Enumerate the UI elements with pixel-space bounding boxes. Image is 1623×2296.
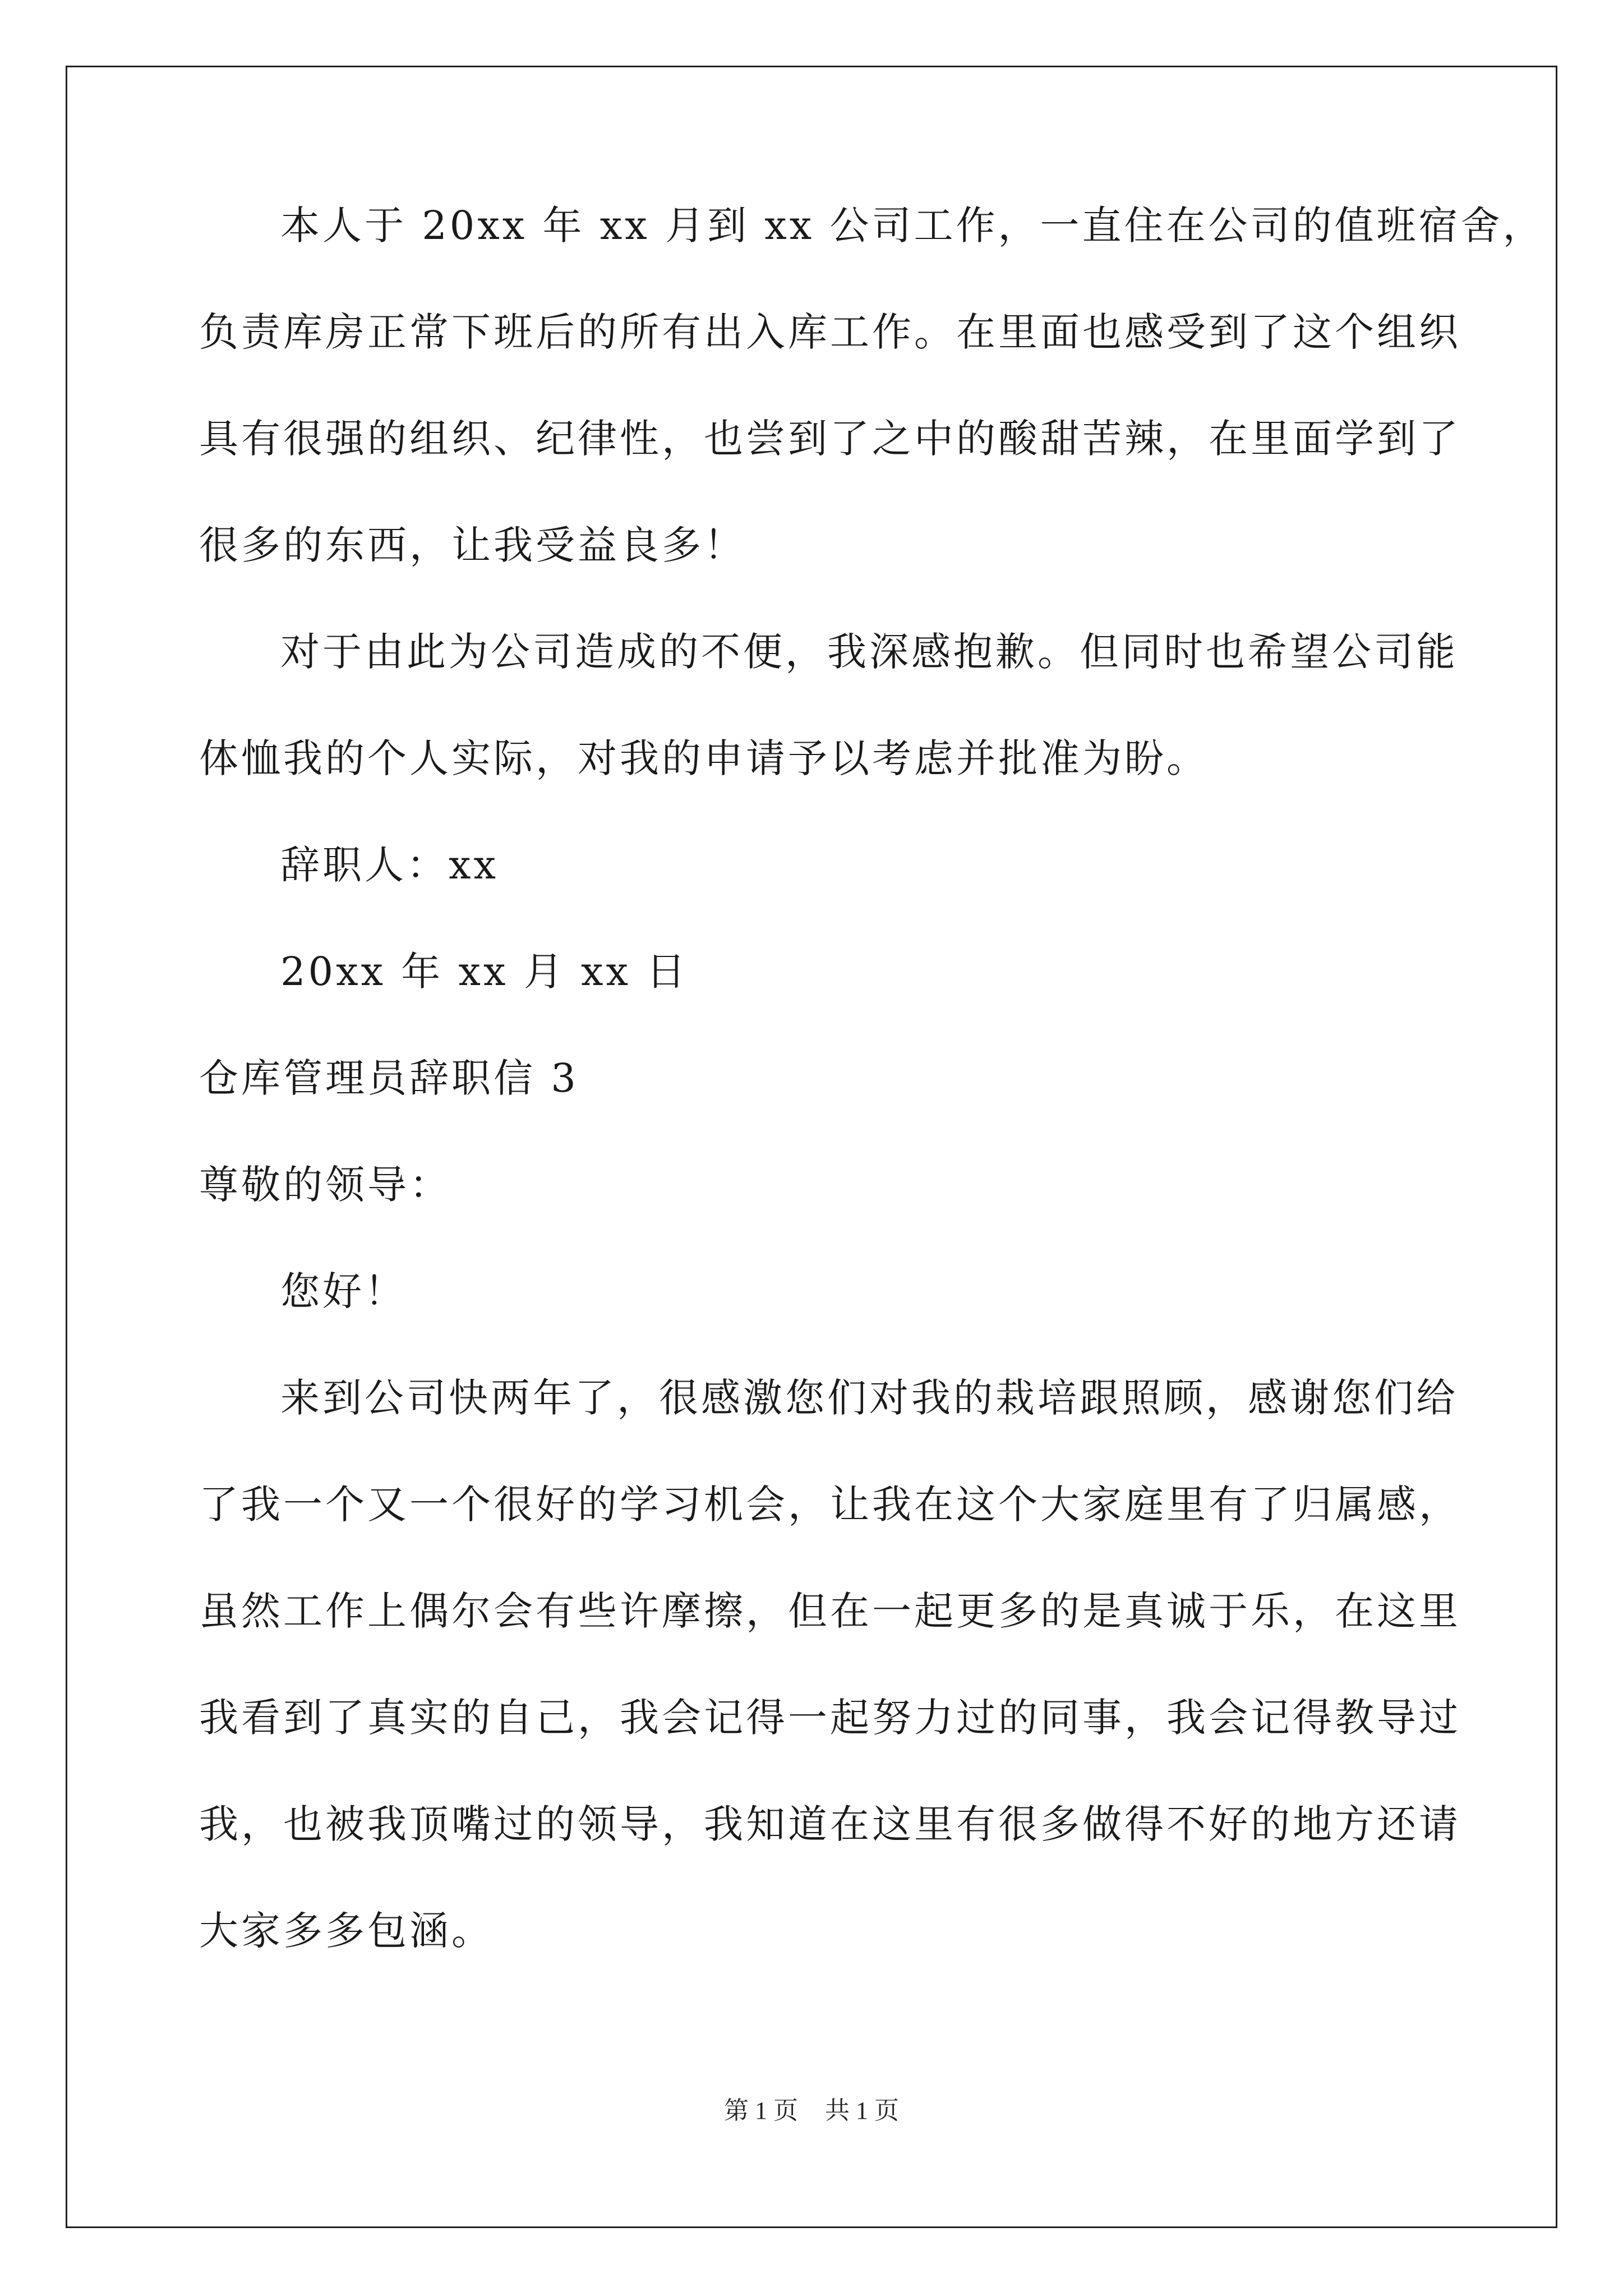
paragraph-line: 具有很强的组织、纪律性，也尝到了之中的酸甜苦辣，在里面学到了 xyxy=(199,416,1461,462)
salutation: 尊敬的领导： xyxy=(199,1162,451,1208)
paragraph-line: 虽然工作上偶尔会有些许摩擦，但在一起更多的是真诚于乐，在这里 xyxy=(199,1588,1461,1634)
date-line: 20xx 年 xx 月 xx 日 xyxy=(280,949,689,995)
greeting: 您好！ xyxy=(280,1268,407,1314)
page-border xyxy=(66,66,1557,2228)
paragraph-line: 大家多多包涵。 xyxy=(199,1908,494,1954)
page-number: 第 1 页 xyxy=(724,2097,798,2124)
paragraph-line: 负责库房正常下班后的所有出入库工作。在里面也感受到了这个组织 xyxy=(199,309,1461,355)
paragraph-line: 本人于 20xx 年 xx 月到 xx 公司工作，一直住在公司的值班宿舍， xyxy=(280,203,1545,249)
signer-line: 辞职人：xx xyxy=(280,842,499,888)
page-total: 共 1 页 xyxy=(825,2097,899,2124)
paragraph-line: 我看到了真实的自己，我会记得一起努力过的同事，我会记得教导过 xyxy=(199,1695,1461,1741)
paragraph-line: 很多的东西，让我受益良多！ xyxy=(199,522,746,568)
paragraph-line: 来到公司快两年了，很感激您们对我的栽培跟照顾，感谢您们给 xyxy=(280,1375,1458,1421)
page-footer xyxy=(0,2097,1623,2125)
paragraph-line: 体恤我的个人实际，对我的申请予以考虑并批准为盼。 xyxy=(199,735,1209,781)
paragraph-line: 了我一个又一个很好的学习机会，让我在这个大家庭里有了归属感， xyxy=(199,1481,1461,1527)
paragraph-line: 对于由此为公司造成的不便，我深感抱歉。但同时也希望公司能 xyxy=(280,629,1458,675)
section-title: 仓库管理员辞职信 3 xyxy=(199,1055,579,1101)
paragraph-line: 我，也被我顶嘴过的领导，我知道在这里有很多做得不好的地方还请 xyxy=(199,1801,1461,1847)
